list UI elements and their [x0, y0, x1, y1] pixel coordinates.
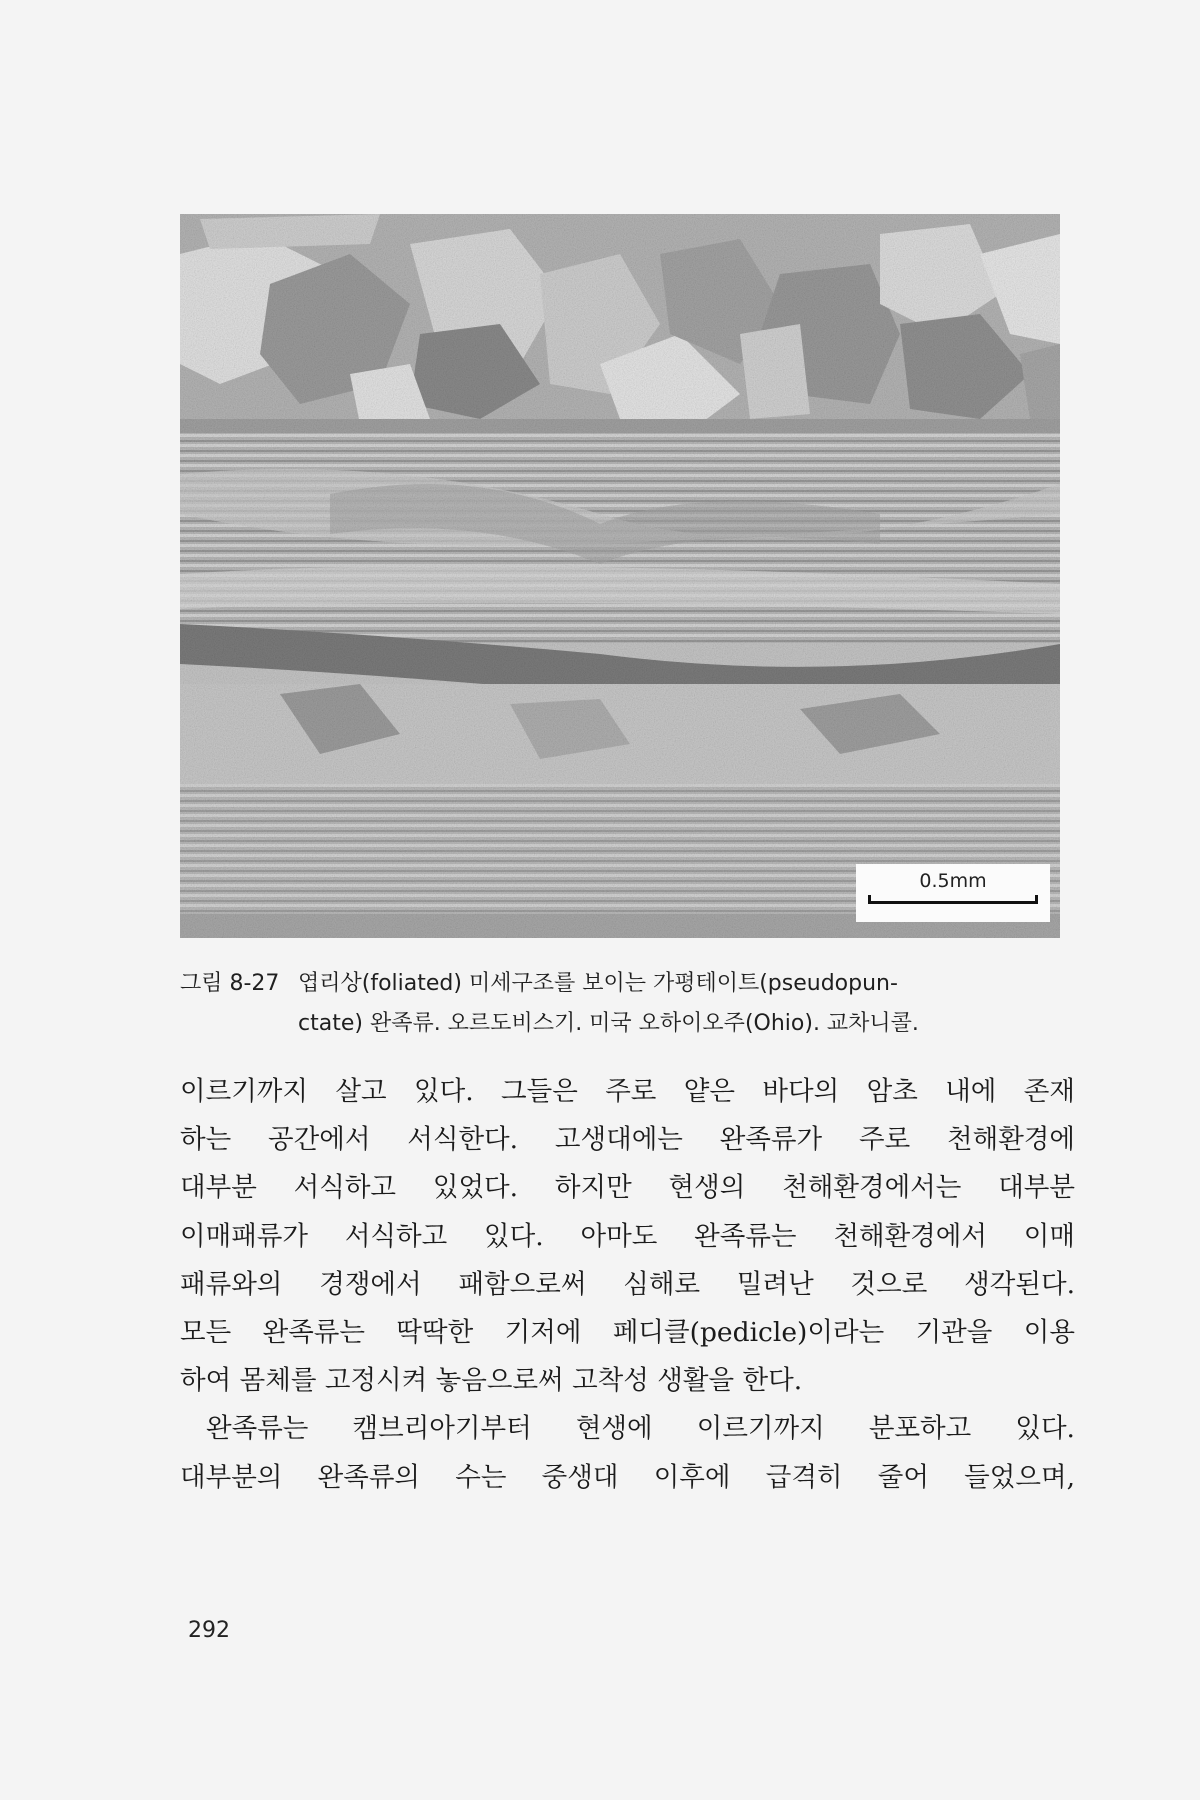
body-text: [180, 1068, 1075, 1502]
text-line: 이르기까지 살고 있다. 그들은 주로 얕은 바다의 암초 내에 존재: [180, 1076, 1075, 1107]
caption-number: 그림 8-27: [180, 971, 280, 996]
text-line: 대부분 서식하고 있었다. 하지만 현생의 천해환경에서는 대부분: [180, 1172, 1075, 1204]
text-line: 완족류는 캠브리아기부터 현생에 이르기까지 분포하고 있다.: [206, 1413, 1075, 1445]
micrograph-image: [180, 214, 1060, 938]
scale-bar: [856, 864, 1050, 922]
caption-line-1: [180, 964, 1080, 1004]
text-line: 모든 완족류는 딱딱한 기저에 페디클(pedicle)이라는 기관을 이용: [180, 1317, 1075, 1349]
caption-text-1: 엽리상(foliated) 미세구조를 보이는 가평테이트(pseudopun-: [298, 971, 898, 996]
text-line: 이매패류가 서식하고 있다. 아마도 완족류는 천해환경에서 이매: [180, 1220, 1075, 1252]
scale-bar-label: 0.5mm: [919, 870, 987, 892]
text-line: 하여 몸체를 고정시켜 놓음으로써 고착성 생활을 한다.: [180, 1365, 803, 1397]
text-line: 대부분의 완족류의 수는 중생대 이후에 급격히 줄어 들었으며,: [180, 1461, 1075, 1493]
scale-bar-line: [868, 901, 1038, 904]
text-line: 패류와의 경쟁에서 패함으로써 심해로 밀려난 것으로 생각된다.: [180, 1268, 1075, 1300]
text-line: 하는 공간에서 서식한다. 고생대에는 완족류가 주로 천해환경에: [180, 1124, 1075, 1156]
caption-line-2: ctate) 완족류. 오르도비스기. 미국 오하이오주(Ohio). 교차니콜.: [298, 1011, 919, 1036]
figure-caption: [180, 964, 1080, 1044]
page-number: 292: [188, 1618, 230, 1643]
micrograph-figure: [180, 214, 1060, 938]
